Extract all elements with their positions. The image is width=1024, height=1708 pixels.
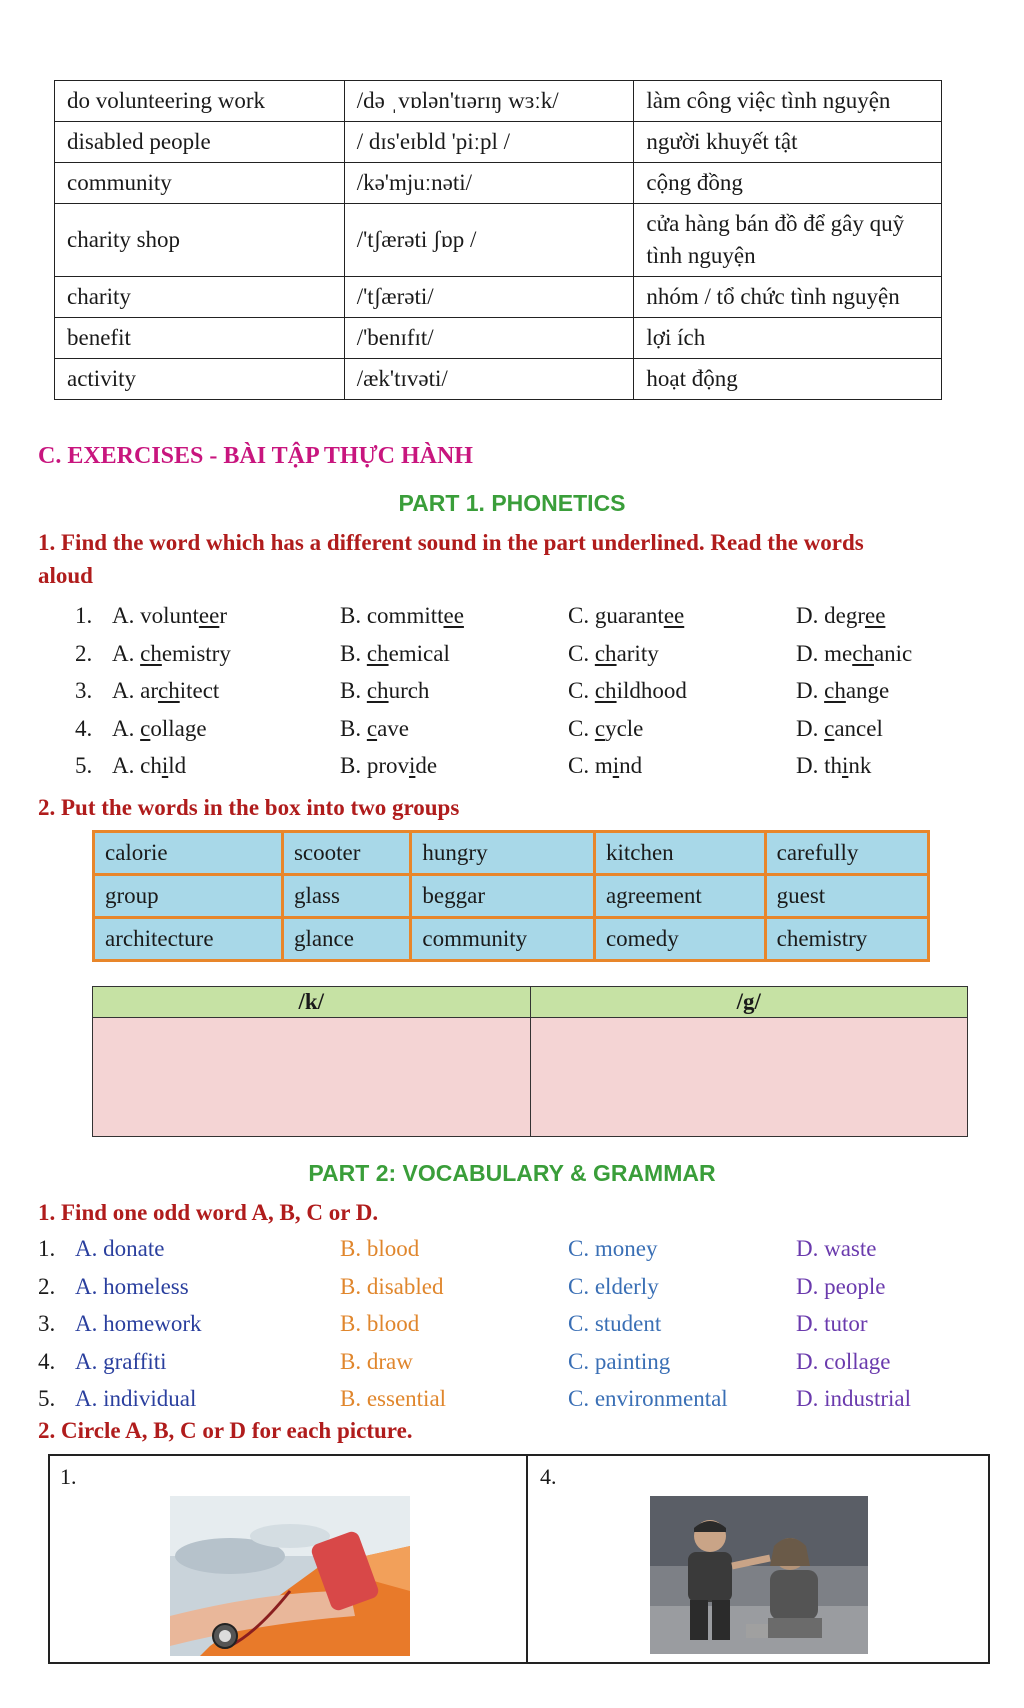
answer-option-a[interactable]: A. individual	[75, 1386, 197, 1411]
option-text: D. th	[796, 753, 842, 778]
word-cell: architecture	[94, 918, 283, 961]
table-row	[55, 318, 942, 359]
answer-option-c[interactable]	[568, 678, 687, 704]
underlined-part: i	[612, 753, 620, 778]
underlined-part: i	[842, 753, 849, 778]
vocab-ipa: /æk'tɪvəti/	[344, 359, 634, 400]
answer-option-b[interactable]	[340, 716, 409, 742]
table-header-row	[93, 987, 968, 1018]
table-row	[55, 277, 942, 318]
vocab-word: community	[55, 163, 345, 204]
answer-option-d[interactable]: D. tutor	[796, 1311, 868, 1336]
option-text: nk	[848, 753, 872, 778]
underlined-part: ch	[852, 640, 874, 666]
underlined-part: ch	[594, 640, 617, 666]
option-text: A.	[112, 640, 141, 666]
answer-option-d[interactable]	[796, 641, 912, 667]
word-cell: beggar	[411, 875, 595, 918]
question-number: 1.	[75, 603, 93, 628]
option-text: C.	[568, 640, 595, 666]
part1-title: PART 1. PHONETICS	[398, 490, 626, 516]
option-text: B. committ	[340, 603, 444, 628]
word-cell: kitchen	[594, 832, 765, 875]
phonetics-row	[0, 678, 1024, 714]
word-box	[92, 830, 930, 962]
underlined-part: ee	[663, 603, 685, 628]
odd-word-row	[0, 1274, 1024, 1310]
vocab-ipa: /kə'mjuːnəti/	[344, 163, 634, 204]
word-cell: agreement	[594, 875, 765, 918]
answer-option-d[interactable]: D. waste	[796, 1236, 877, 1261]
vocab-meaning	[634, 204, 942, 277]
answer-option-a[interactable]: A. homework	[75, 1311, 202, 1336]
answer-option-b[interactable]	[340, 678, 429, 704]
p2-question2: 2. Circle A, B, C or D for each picture.	[38, 1418, 413, 1443]
question-number: 3.	[38, 1311, 56, 1336]
option-text: ycle	[605, 715, 644, 741]
vocab-ipa: /'tʃærəti/	[344, 277, 634, 318]
question-number: 4.	[38, 1348, 56, 1374]
underlined-part: ee	[198, 603, 220, 628]
odd-word-row	[0, 1236, 1024, 1272]
vocab-meaning: nhóm / tổ chức tình nguyện	[634, 277, 942, 318]
phonetics-row	[0, 716, 1024, 752]
option-text: B.	[340, 640, 367, 666]
picture-number-1: 1.	[60, 1464, 77, 1489]
phonetics-row	[0, 641, 1024, 677]
option-text: anic	[873, 640, 913, 666]
answer-option-d[interactable]	[796, 753, 871, 779]
table-row	[55, 122, 942, 163]
answer-option-b[interactable]: B. essential	[340, 1386, 447, 1411]
underlined-part: ee	[864, 603, 886, 628]
option-text: ildhood	[616, 678, 687, 703]
underlined-part: i	[409, 753, 416, 778]
option-text: ancel	[834, 715, 883, 741]
word-cell: scooter	[282, 832, 410, 875]
option-text: r	[219, 603, 227, 628]
underlined-part: ch	[140, 640, 162, 666]
answer-option-c[interactable]	[568, 753, 642, 779]
option-text: C. m	[568, 753, 613, 778]
table-row	[55, 204, 942, 277]
group-header-g: /g/	[530, 987, 968, 1018]
question-number: 2.	[38, 1273, 56, 1299]
question-number: 5.	[75, 753, 93, 778]
answer-option-b[interactable]: B. blood	[340, 1311, 420, 1336]
answer-option-b[interactable]	[340, 603, 464, 629]
group-header-k: /k/	[93, 987, 531, 1018]
table-row	[55, 163, 942, 204]
underlined-part: c	[366, 715, 378, 741]
answer-option-c[interactable]	[568, 641, 659, 667]
answer-option-a[interactable]	[112, 678, 219, 704]
option-text: emical	[388, 640, 450, 666]
group-answer-g[interactable]	[530, 1018, 968, 1137]
option-text: D. me	[796, 640, 853, 666]
underlined-part: c	[140, 715, 151, 741]
vocab-meaning: lợi ích	[634, 318, 942, 359]
question-number: 3.	[75, 678, 93, 703]
underlined-part: ch	[366, 678, 389, 703]
answer-option-a[interactable]: A. homeless	[75, 1273, 189, 1299]
word-cell: glass	[282, 875, 410, 918]
part2-title: PART 2: VOCABULARY & GRAMMAR	[308, 1160, 716, 1186]
answer-option-b[interactable]	[340, 753, 437, 779]
option-text: C.	[568, 715, 595, 741]
answer-option-c[interactable]: C. painting	[568, 1348, 671, 1374]
option-text: C. guarant	[568, 603, 664, 628]
option-text: C.	[568, 678, 595, 703]
picture-number-4: 4.	[540, 1464, 557, 1489]
option-text: D. degr	[796, 603, 865, 628]
option-text: ave	[377, 715, 409, 741]
table-row	[55, 359, 942, 400]
option-text: ld	[168, 753, 187, 778]
answer-option-c[interactable]: C. elderly	[568, 1273, 659, 1299]
answer-option-a[interactable]	[112, 603, 227, 629]
underlined-part: ch	[157, 678, 180, 703]
answer-option-d[interactable]	[796, 678, 889, 704]
answer-option-d[interactable]: D. collage	[796, 1348, 891, 1374]
vocab-word: benefit	[55, 318, 345, 359]
question-number: 4.	[75, 715, 93, 741]
option-text: urch	[388, 678, 430, 703]
question-number: 5.	[38, 1386, 56, 1411]
answer-option-a[interactable]	[112, 716, 207, 742]
vocab-meaning: hoạt động	[634, 359, 942, 400]
picture-divider	[526, 1456, 528, 1662]
picture-box	[48, 1454, 990, 1664]
underlined-part: ch	[366, 640, 389, 666]
phonetics-row	[0, 603, 1024, 639]
option-text: D.	[796, 678, 825, 703]
vocab-meaning: cộng đồng	[634, 163, 942, 204]
vocab-word: do volunteering work	[55, 81, 345, 122]
word-cell: carefully	[765, 832, 928, 875]
phonetics-row	[0, 753, 1024, 789]
option-text: A. volunt	[112, 603, 199, 628]
option-text: A. ch	[112, 753, 162, 778]
answer-option-a[interactable]: A. donate	[75, 1236, 165, 1261]
question-number: 2.	[75, 640, 93, 666]
option-text: A.	[112, 715, 141, 741]
underlined-part: ch	[594, 678, 617, 703]
p2-question1: 1. Find one odd word A, B, C or D.	[38, 1200, 379, 1225]
table-row	[94, 918, 929, 961]
answer-option-d[interactable]	[796, 716, 883, 742]
group-answer-k[interactable]	[93, 1018, 531, 1137]
p1-question2: 2. Put the words in the box into two groups	[38, 795, 460, 820]
word-cell: guest	[765, 875, 928, 918]
answer-option-c[interactable]: C. environmental	[568, 1386, 728, 1411]
answer-option-b[interactable]: B. blood	[340, 1236, 420, 1261]
helping-homeless-picture	[650, 1496, 868, 1654]
word-cell: group	[94, 875, 283, 918]
odd-word-row	[0, 1349, 1024, 1385]
answer-option-d[interactable]: D. people	[796, 1273, 886, 1299]
word-cell: chemistry	[765, 918, 928, 961]
vocab-ipa: /'benɪfɪt/	[344, 318, 634, 359]
vocab-table	[54, 80, 942, 400]
option-text: B. prov	[340, 753, 409, 778]
underlined-part: i	[161, 753, 169, 778]
option-text: de	[415, 753, 438, 778]
answer-option-b[interactable]: B. draw	[340, 1348, 413, 1374]
vocab-word: activity	[55, 359, 345, 400]
answer-option-b[interactable]	[340, 641, 450, 667]
vocab-meaning-line: tình nguyện	[646, 243, 756, 268]
vocab-meaning: người khuyết tật	[634, 122, 942, 163]
answer-option-c[interactable]	[568, 603, 684, 629]
vocab-word: charity shop	[55, 204, 345, 277]
vocab-word: charity	[55, 277, 345, 318]
answer-option-a[interactable]	[112, 753, 186, 779]
word-cell: community	[411, 918, 595, 961]
option-text: A. ar	[112, 678, 158, 703]
odd-word-row	[0, 1386, 1024, 1422]
option-text: ollage	[150, 715, 207, 741]
vocab-ipa: /'tʃærəti ʃɒp /	[344, 204, 634, 277]
vocab-ipa: / dɪs'eɪbld 'piːpl /	[344, 122, 634, 163]
answer-option-c[interactable]: C. money	[568, 1236, 658, 1261]
option-text: D.	[796, 715, 825, 741]
table-row	[55, 81, 942, 122]
underlined-part: c	[594, 715, 606, 741]
option-text: B.	[340, 715, 367, 741]
grouping-table	[92, 986, 968, 1137]
blood-donation-picture	[170, 1496, 410, 1656]
option-text: B.	[340, 678, 367, 703]
underlined-part: ee	[443, 603, 464, 628]
vocab-meaning-line: cửa hàng bán đồ để gây quỹ	[646, 211, 905, 236]
option-text: ange	[845, 678, 890, 703]
word-cell: calorie	[94, 832, 283, 875]
answer-option-c[interactable]: C. student	[568, 1311, 662, 1336]
table-row	[94, 832, 929, 875]
table-row	[94, 875, 929, 918]
option-text: emistry	[161, 640, 231, 666]
word-cell: glance	[282, 918, 410, 961]
underlined-part: ch	[824, 678, 846, 703]
question-number: 1.	[38, 1236, 56, 1261]
table-row	[93, 1018, 968, 1137]
vocab-meaning: làm công việc tình nguyện	[634, 81, 942, 122]
word-cell: comedy	[594, 918, 765, 961]
vocab-word: disabled people	[55, 122, 345, 163]
option-text: itect	[179, 678, 220, 703]
answer-option-c[interactable]	[568, 716, 643, 742]
p1-question1: 1. Find the word which has a different sound in the part underlined. Read the words	[38, 530, 864, 555]
underlined-part: c	[824, 715, 835, 741]
section-c-heading: C. EXERCISES - BÀI TẬP THỰC HÀNH	[38, 443, 473, 469]
option-text: arity	[616, 640, 659, 666]
answer-option-d[interactable]: D. industrial	[796, 1386, 911, 1411]
word-cell: hungry	[411, 832, 595, 875]
odd-word-row	[0, 1311, 1024, 1347]
option-text: nd	[619, 753, 643, 778]
answer-option-b[interactable]: B. disabled	[340, 1273, 444, 1299]
answer-option-d[interactable]	[796, 603, 885, 629]
p1-question1-cont: aloud	[38, 563, 93, 588]
answer-option-a[interactable]	[112, 641, 231, 667]
vocab-ipa: /də ˌvɒlən'tɪərɪŋ wɜːk/	[344, 81, 634, 122]
answer-option-a[interactable]: A. graffiti	[75, 1348, 167, 1374]
